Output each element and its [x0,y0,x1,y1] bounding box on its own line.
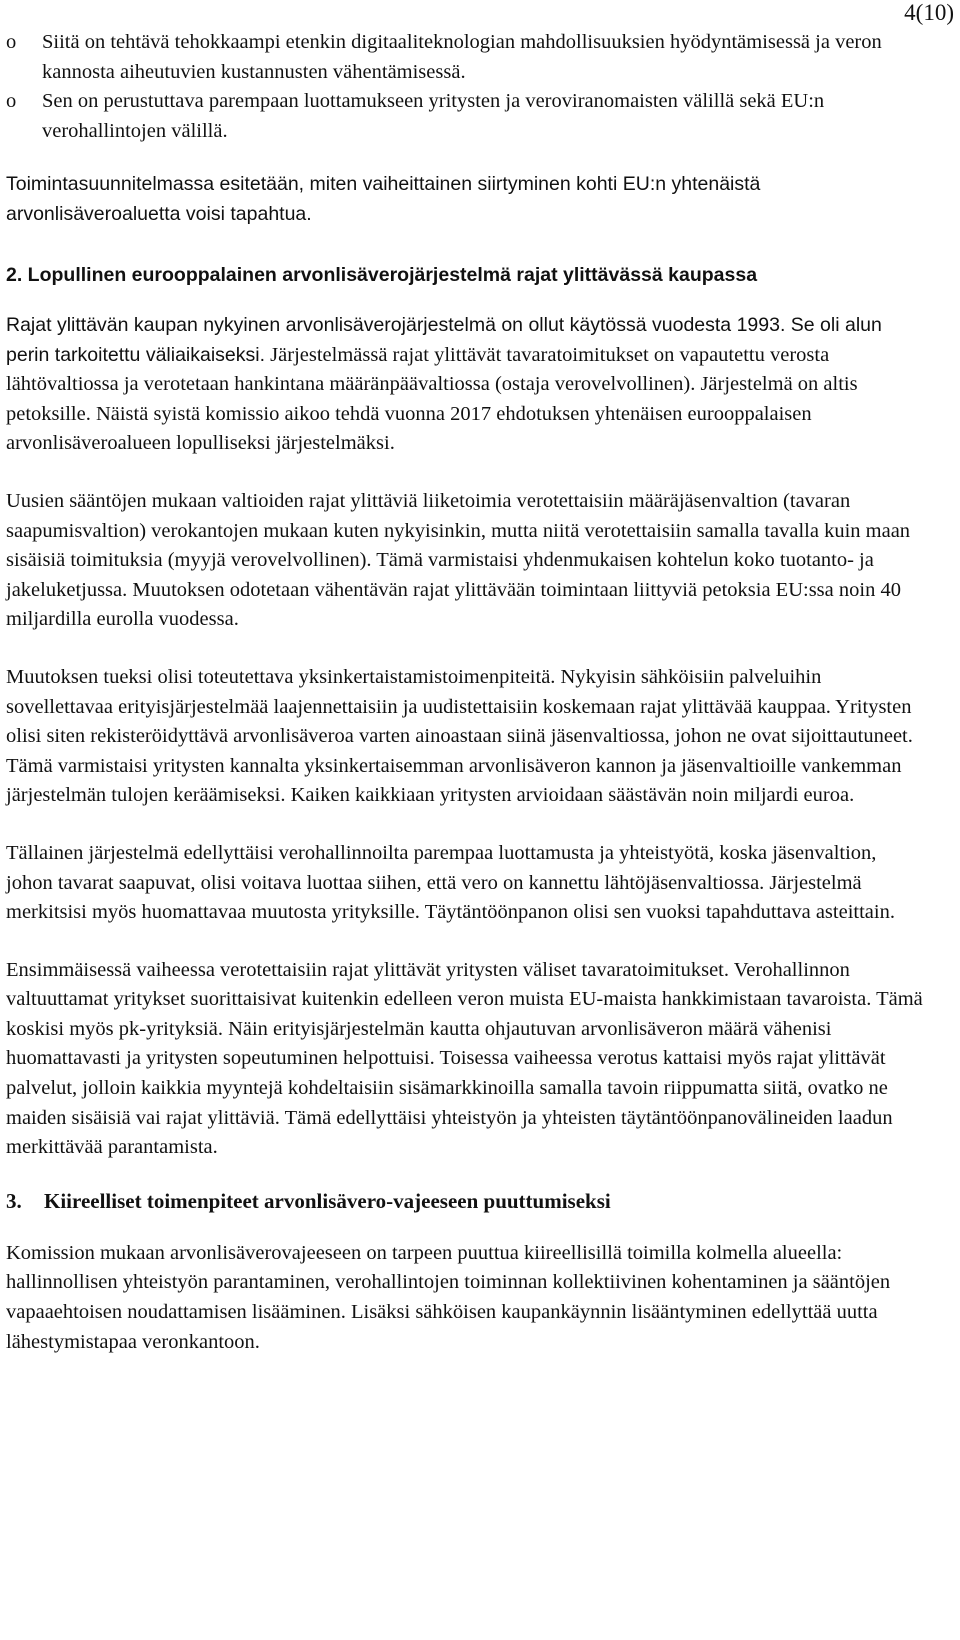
bullet-circle-icon: o [6,31,17,53]
section-3-paragraph-1: Komission mukaan arvonlisäverovajeeseen on tarpeen puuttua kiireellisillä toimilla kolmella alueella: hallinnollisen yhteistyön parantaminen, verohallintojen toiminnan kollektiivinen kohentaminen ja sääntöjen vapaaehtoisen noudattamisen lisääminen. Lisäksi sähköisen kaupankäynnin lisääntyminen edellyttää uutta lähestymistapaa veronkantoon. [6,1241,891,1353]
section-2-paragraph-5: Ensimmäisessä vaiheessa verotettaisiin rajat ylittävät yritysten väliset tavaratoimitukset. Verohallinnon valtuuttamat yritykset suorittaisivat kuitenkin edelleen veron muista EU-maista hankkimistaan tavaroista. Tämä koskisi myös pk-yrityksiä. Näin erityisjärjestelmän kautta ohjautuvan arvonlisäveron määrä vähenisi huomattavasti ja yritysten sopeutuminen helpottuisi. Toisessa vaiheessa verotus kattaisi myös rajat ylittävät palvelut, jolloin kaikkia myyntejä kohdeltaisiin sisämarkkinoilla samalla tavoin riippumatta siitä, ovatko ne maiden sisäisiä vai rajat ylittäviä. Tämä edellyttäisi yhteistyön ja yhteisten täytäntöönpanovälineiden laadun merkittävää parantamista. [6,958,923,1159]
section-3-number: 3. [6,1188,22,1213]
section-2-paragraph-4: Tällainen järjestelmä edellyttäisi verohallinnoilta parempaa luottamusta ja yhteistyötä, koska jäsenvaltion, johon tavarat saapuvat, olisi voitava luottaa siihen, että vero on kannettu lähtöjäsenvaltiossa. Järjestelmä merkitsisi myös huomattavaa muutosta yrityksille. Täytäntöönpanon olisi sen vuoksi tapahduttava asteittain. [6,841,895,924]
page-number: 4(10) [904,0,954,25]
bullet-list [6,28,928,146]
section-3-title: Kiireelliset toimenpiteet arvonlisävero-vajeeseen puuttumiseksi [44,1188,611,1213]
bullet-text: Sen on perustuttava parempaan luottamukseen yritysten ja veroviranomaisten välillä sekä EU:n verohallintojen välillä. [42,90,825,142]
list-item [6,28,928,87]
document-body [6,28,928,1357]
section-2-heading: 2. Lopullinen eurooppalainen arvonlisäverojärjestelmä rajat ylittävässä kaupassa [6,264,758,286]
section-2-paragraph-3: Muutoksen tueksi olisi toteutettava yksinkertaistamistoimenpiteitä. Nykyisin sähköisiin palveluihin sovellettavaa erityisjärjestelmää laajennettaisiin ja uudistettaisiin koskemaan rajat ylittävää kauppaa. Yritysten olisi siten rekisteröidyttävä arvonlisäveroa varten ainoastaan siinä jäsenvaltiossa, johon ne ovat sijoittautuneet. Tämä varmistaisi yritysten kannalta yksinkertaisemman arvonlisäveron kannon ja jäsenvaltioille vankemman järjestelmän tulojen keräämiseksi. Kaiken kaikkiaan yritysten arvioidaan säästävän noin miljardi euroa. [6,665,913,807]
section-3-heading [6,1187,928,1215]
bullet-circle-icon: o [6,90,17,112]
intro-paragraph: Toimintasuunnitelmassa esitetään, miten vaiheittainen siirtyminen kohti EU:n yhtenäistä arvonlisäveroaluetta voisi tapahtua. [6,173,761,225]
section-2-paragraph-1 [6,311,928,459]
section-2-paragraph-2: Uusien sääntöjen mukaan valtioiden rajat ylittäviä liiketoimia verotettaisiin määräjäsenvaltion (tavaran saapumisvaltion) verokantojen mukaan kuten nykyisinkin, mutta niitä verotettaisiin samalla tavalla kuin maan sisäisiä toimituksia (myyjä verovelvollinen). Tämä varmistaisi yhdenmukaisen kohtelun koko tuotanto- ja jakeluketjussa. Muutoksen odotetaan vähentävän rajat ylittävään toimintaan liittyviä petoksia EU:ssa noin 40 miljardilla eurolla vuodessa. [6,489,911,631]
paragraph-sans-part: Rajat ylittävän kaupan nykyinen arvonlisäverojärjestelmä on ollut käytössä vuodesta 1993. Se oli alun perin tarkoitettu väliaikaiseksi. [6,314,882,366]
paragraph-serif-part: Järjestelmässä rajat ylittävät tavaratoimitukset on vapautettu verosta lähtövaltiossa ja verotetaan hankintana määränpäävaltiossa (ostaja verovelvollinen). Järjestelmä on altis petoksille. Näistä syistä komissio aikoo tehdä vuonna 2017 ehdotuksen yhtenäisen eurooppalaisen arvonlisäveroalueen lopulliseksi järjestelmäksi. [6,343,858,455]
list-item [6,87,928,146]
bullet-text: Siitä on tehtävä tehokkaampi etenkin digitaaliteknologian mahdollisuuksien hyödyntämisessä ja veron kannosta aiheutuvien kustannusten vähentämisessä. [42,31,882,83]
